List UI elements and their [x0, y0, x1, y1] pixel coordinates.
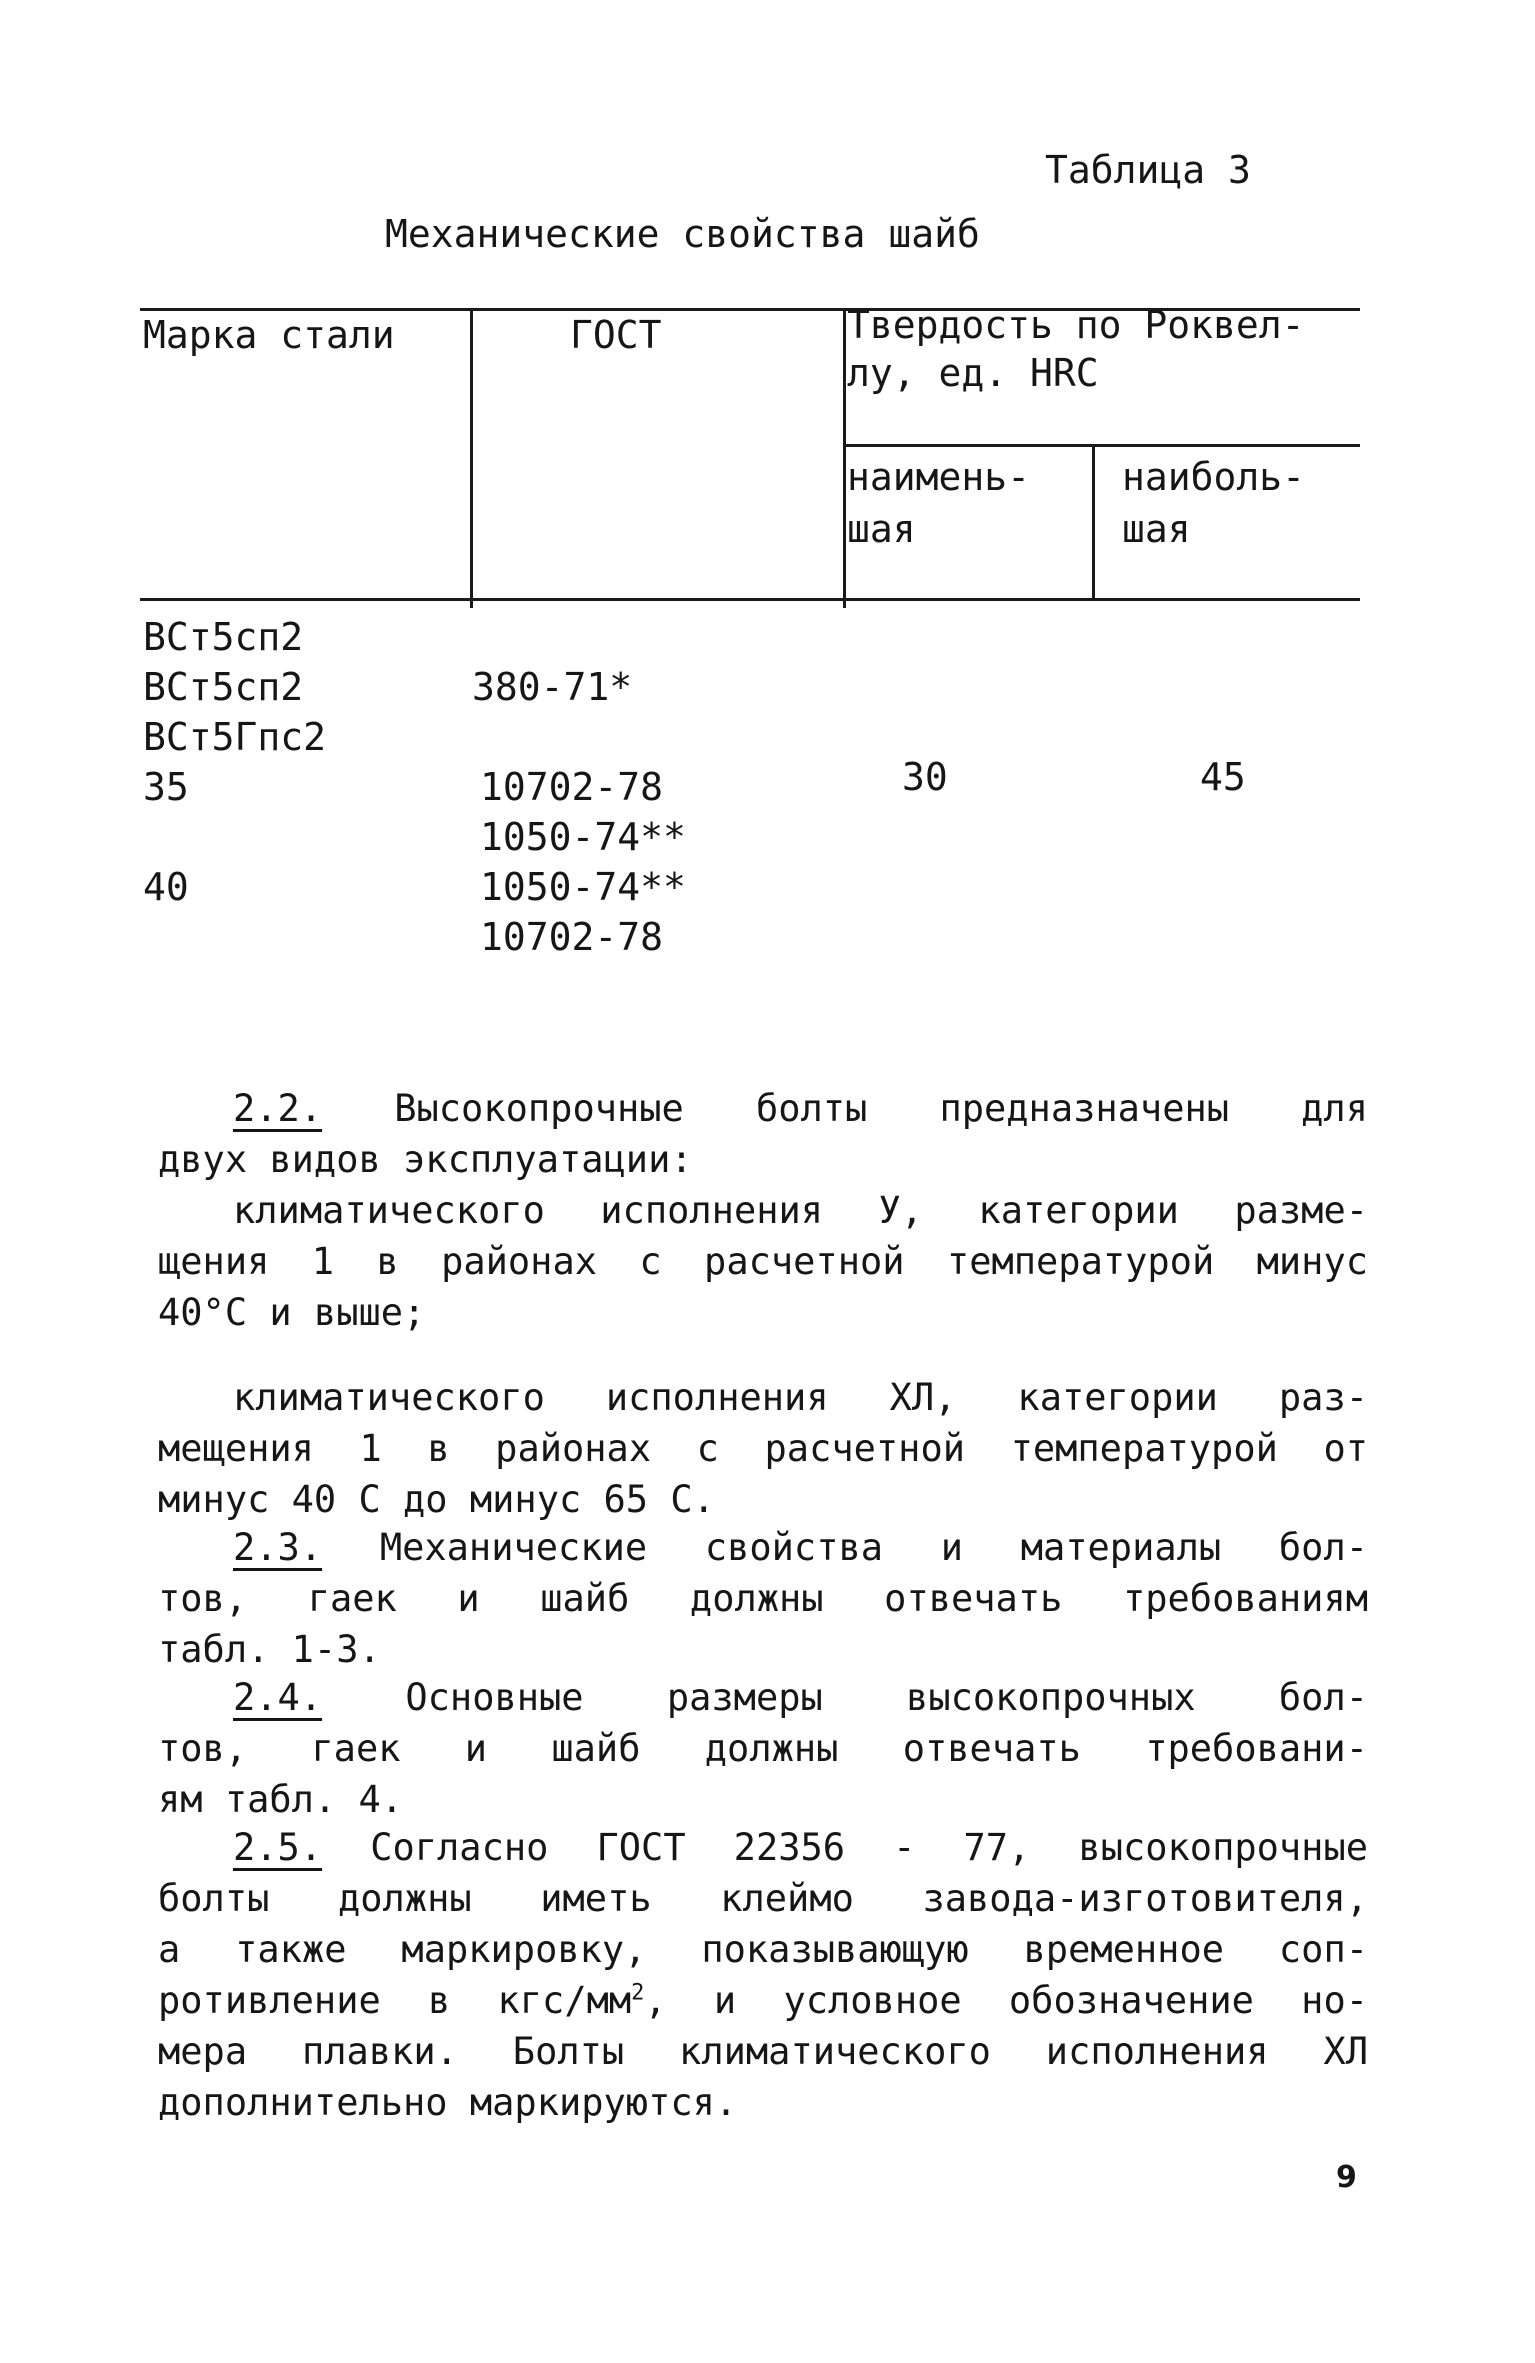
paragraph-2-4: [158, 1672, 1368, 1825]
table-title: Механические свойства шайб: [385, 212, 980, 256]
paragraph-line: климатического исполнения ХЛ, категории раз-: [233, 1376, 1368, 1419]
paragraph-2-2-continued: [158, 1372, 1368, 1525]
superscript: 2: [631, 1980, 645, 2006]
table-label: Таблица 3: [1045, 148, 1251, 192]
steel-grade-cell: ВСт5сп2: [143, 665, 304, 709]
paragraph-2-3: [158, 1522, 1368, 1675]
steel-grade-cell: 35: [143, 765, 189, 809]
paragraph-line: а также маркировку, показывающую временное соп-: [158, 1928, 1368, 1971]
paragraph-line: табл. 1-3.: [158, 1628, 381, 1671]
paragraph-number: 2.3.: [233, 1526, 323, 1569]
table-col-divider-2: [843, 308, 846, 608]
paragraph-line: минус 40 С до минус 65 С.: [158, 1478, 715, 1521]
paragraph-line: болты должны иметь клеймо завода-изготовителя,: [158, 1877, 1368, 1920]
paragraph-text: Основные размеры высокопрочных бол-: [405, 1676, 1368, 1719]
table-col-divider-1: [470, 308, 473, 608]
steel-grade-cell: ВСт5Гпс2: [143, 715, 327, 759]
paragraph-text: Высокопрочные болты предназначены для: [394, 1087, 1368, 1130]
header-gost: ГОСТ: [570, 313, 662, 357]
paragraph-text: , и условное обозначение но-: [644, 1979, 1368, 2022]
table-col-divider-3: [1092, 444, 1095, 600]
paragraph-line: ям табл. 4.: [158, 1778, 404, 1821]
paragraph-number: 2.5.: [233, 1826, 323, 1869]
header-hardness-line1: Твердость по Роквел-: [847, 303, 1305, 347]
paragraph-2-5: [158, 1822, 1368, 2128]
paragraph-line: [158, 1975, 1368, 2026]
hardness-min-cell: 30: [902, 755, 948, 799]
header-steel-grade: Марка стали: [143, 313, 395, 357]
steel-grade-cell: ВСт5сп2: [143, 615, 304, 659]
gost-cell: 10702-78: [480, 765, 664, 809]
paragraph-line: 40°С и выше;: [158, 1291, 426, 1334]
header-hardness-max-line1: наиболь-: [1122, 455, 1306, 499]
hardness-subheader-rule: [843, 444, 1360, 447]
paragraph-number: 2.4.: [233, 1676, 323, 1719]
gost-cell: 1050-74**: [480, 865, 686, 909]
paragraph-text: Согласно ГОСТ 22356 - 77, высокопрочные: [370, 1826, 1368, 1869]
header-hardness-min-line1: наимень-: [847, 455, 1031, 499]
gost-cell: 1050-74**: [480, 815, 686, 859]
header-hardness-max-line2: шая: [1122, 507, 1191, 551]
paragraph-text: Механические свойства и материалы бол-: [379, 1526, 1368, 1569]
paragraph-text: ротивление в кгс/мм: [158, 1979, 632, 2022]
paragraph-line: щения 1 в районах с расчетной температурой минус: [158, 1240, 1368, 1283]
paragraph-line: мещения 1 в районах с расчетной температурой от: [158, 1427, 1368, 1470]
gost-cell: 10702-78: [480, 915, 664, 959]
gost-cell: 380-71*: [472, 665, 633, 709]
paragraph-line: мера плавки. Болты климатического исполнения ХЛ: [158, 2030, 1368, 2073]
paragraph-number: 2.2.: [233, 1087, 323, 1130]
paragraph-2-2: [158, 1083, 1368, 1338]
paragraph-line: климатического исполнения У, категории разме-: [233, 1189, 1368, 1232]
paragraph-line: тов, гаек и шайб должны отвечать требованиям: [158, 1577, 1368, 1620]
paragraph-line: тов, гаек и шайб должны отвечать требовани-: [158, 1727, 1368, 1770]
hardness-max-cell: 45: [1200, 755, 1246, 799]
header-hardness-line2: лу, ед. HRC: [847, 351, 1099, 395]
header-hardness-min-line2: шая: [847, 507, 916, 551]
table-header-rule: [140, 598, 1360, 601]
paragraph-line: двух видов эксплуатации:: [158, 1138, 693, 1181]
paragraph-line: дополнительно маркируются.: [158, 2081, 738, 2124]
page-number: 9: [1336, 2160, 1357, 2195]
steel-grade-cell: 40: [143, 865, 189, 909]
